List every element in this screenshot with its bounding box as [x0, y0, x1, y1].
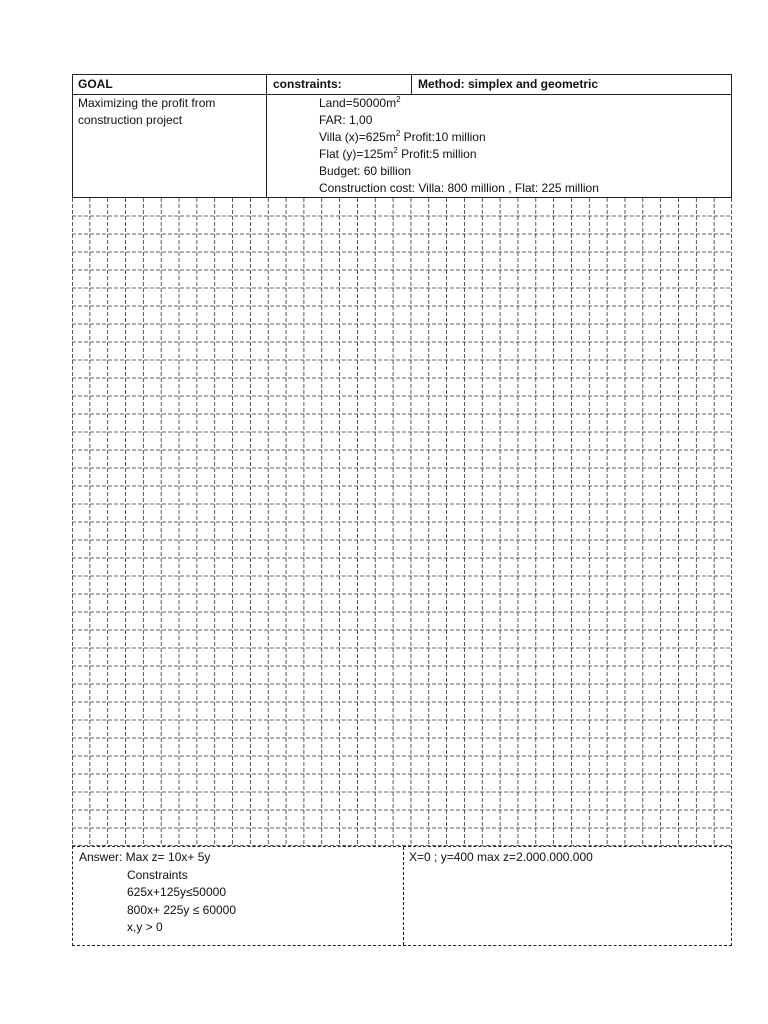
method-label: Method: simplex and geometric — [418, 77, 599, 91]
graph-paper-grid — [72, 198, 732, 846]
constraint-land-text: Land=50000m — [319, 96, 397, 110]
land-unit-superscript: 2 — [396, 95, 401, 104]
constraint-land — [319, 95, 599, 112]
goal-text — [78, 95, 215, 129]
answer-result: X=0 ; y=400 max z=2.000.000.000 — [409, 850, 593, 864]
answer-constraints-heading: Constraints — [127, 867, 188, 882]
constraint-villa — [319, 129, 599, 146]
header-table — [72, 74, 732, 198]
header-divider-2 — [411, 75, 412, 94]
constraint-flat — [319, 146, 599, 163]
villa-unit-superscript: 2 — [395, 129, 401, 138]
constraint-far: FAR: 1,00 — [319, 113, 373, 127]
answer-constraint-land: 625x+125y≤50000 — [127, 885, 227, 899]
constraint-flat-text: Flat (y)=125m — [319, 147, 394, 161]
goal-text-line-1: Maximizing the profit from — [78, 96, 216, 110]
flat-unit-superscript: 2 — [393, 146, 398, 155]
answer-box — [72, 846, 732, 946]
answer-constraint-budget: 800x+ 225y ≤ 60000 — [127, 902, 237, 917]
constraints-label: constraints: — [273, 77, 342, 91]
worksheet — [72, 74, 732, 946]
constraint-villa-text: Villa (x)=625m — [319, 130, 396, 144]
constraint-flat-profit: Profit:5 million — [397, 147, 477, 161]
constraints-list — [319, 95, 599, 197]
answer-objective: Answer: Max z= 10x+ 5y — [79, 850, 211, 864]
goal-text-line-2: construction project — [78, 113, 183, 127]
constraint-villa-profit: Profit:10 million — [400, 130, 486, 144]
goal-label: GOAL — [78, 77, 113, 91]
constraint-cost: Construction cost: Villa: 800 million , Flat: 225 million — [319, 181, 599, 195]
constraint-budget: Budget: 60 billion — [319, 164, 412, 178]
grid-svg — [72, 198, 732, 846]
answer-nonnegativity: x,y > 0 — [127, 920, 163, 934]
answer-formulation — [79, 849, 236, 937]
answer-divider — [403, 847, 404, 945]
